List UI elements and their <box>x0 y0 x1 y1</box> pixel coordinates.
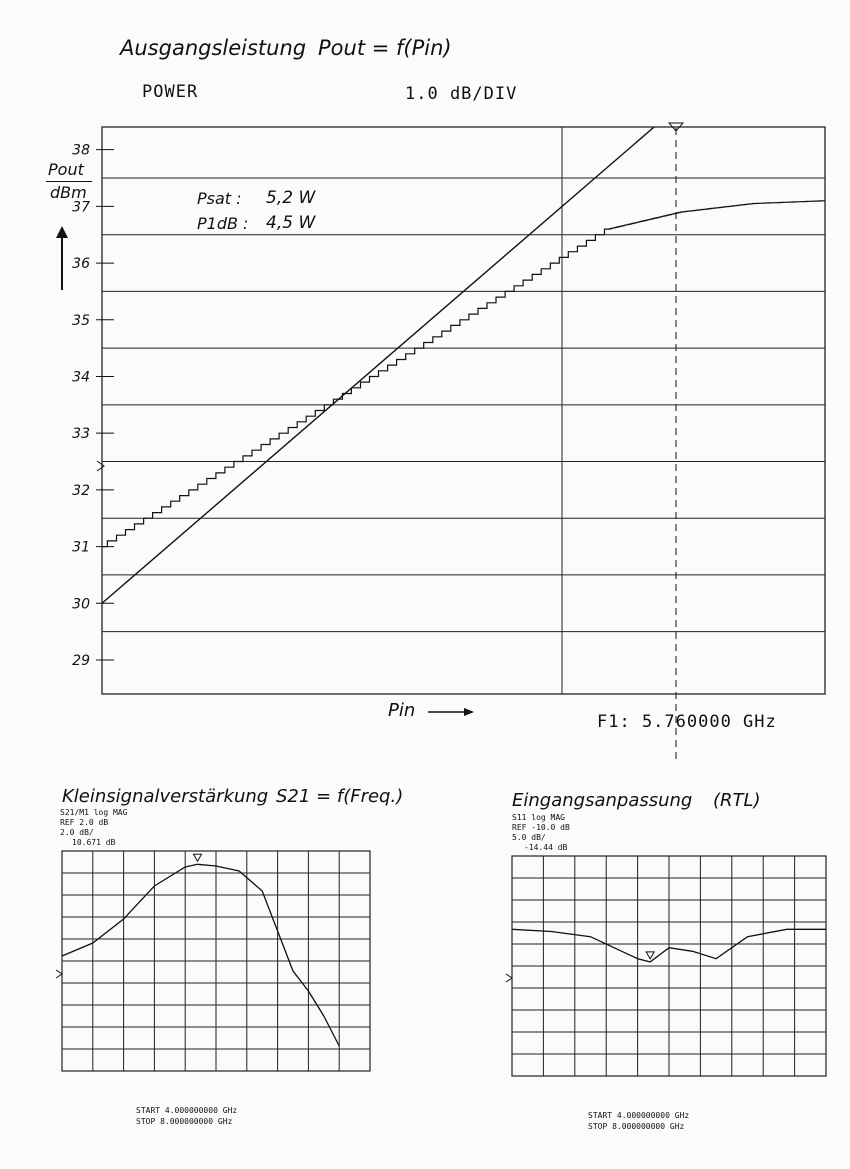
y-tick-label: 38 <box>72 142 90 159</box>
scale-label: 1.0 dB/DIV <box>405 84 518 104</box>
y-label-bar <box>46 181 92 182</box>
main-chart-title: Ausgangsleistung <box>120 36 307 60</box>
psat-value: 5,2 W <box>266 188 316 208</box>
y-tick-label: 36 <box>72 256 90 273</box>
x-label: Pin <box>388 700 416 721</box>
s11-header-3: 5.0 dB/ <box>512 833 546 842</box>
s11-formula: (RTL) <box>713 790 761 811</box>
y-tick-label: 37 <box>72 199 90 216</box>
y-tick-label: 33 <box>72 426 90 443</box>
s21-series-line <box>62 864 339 1046</box>
s21-formula: S21 = f(Freq.) <box>276 786 404 807</box>
s11-title: Eingangsanpassung <box>512 790 693 811</box>
y-label-num: Pout <box>48 160 84 179</box>
main-grid <box>102 127 825 694</box>
y-tick-label: 34 <box>72 369 90 386</box>
s21-stop: STOP 8.000000000 GHz <box>136 1117 233 1126</box>
y-tick-label: 35 <box>72 312 90 329</box>
ref-arrow-icon <box>97 461 104 471</box>
y-tick-label: 31 <box>72 539 90 556</box>
s11-start: START 4.000000000 GHz <box>588 1111 690 1120</box>
main-ticks <box>72 143 114 669</box>
s11-ref-arrow-icon <box>506 974 512 982</box>
s21-header-2: REF 2.0 dB <box>60 818 109 827</box>
s21-ref-arrow-icon <box>56 970 62 978</box>
s21-header-1: S21/M1 log MAG <box>60 808 128 817</box>
s21-start: START 4.000000000 GHz <box>136 1106 238 1115</box>
s11-header-2: REF -10.0 dB <box>512 823 570 832</box>
mode-label: POWER <box>142 82 199 102</box>
s11-grid <box>512 856 826 1076</box>
s11-chart <box>440 850 850 1080</box>
freq-label: F1: 5.760000 GHz <box>597 712 777 732</box>
s21-chart <box>0 845 420 1075</box>
s11-header-1: S11 log MAG <box>512 813 565 822</box>
s21-header-4: 10.671 dB <box>72 838 116 847</box>
y-label-den: dBm <box>50 183 87 202</box>
y-tick-label: 32 <box>72 482 90 499</box>
main-plot-frame <box>102 127 825 694</box>
s21-header-3: 2.0 dB/ <box>60 828 94 837</box>
s11-stop: STOP 8.000000000 GHz <box>588 1122 685 1131</box>
p1db-label: P1dB : <box>197 214 249 233</box>
main-chart-formula: Pout = f(Pin) <box>318 36 452 60</box>
psat-label: Psat : <box>197 189 242 208</box>
s11-marker-icon <box>646 952 654 959</box>
series-line-linear <box>102 0 825 603</box>
series-line-measured <box>102 201 825 547</box>
s21-grid <box>62 851 370 1071</box>
s21-marker-icon <box>194 854 202 861</box>
y-tick-label: 29 <box>72 652 90 669</box>
p1db-value: 4,5 W <box>266 213 316 233</box>
s21-title: Kleinsignalverstärkung <box>62 786 269 807</box>
y-tick-label: 30 <box>72 596 90 613</box>
s11-header-4: -14.44 dB <box>524 843 568 852</box>
